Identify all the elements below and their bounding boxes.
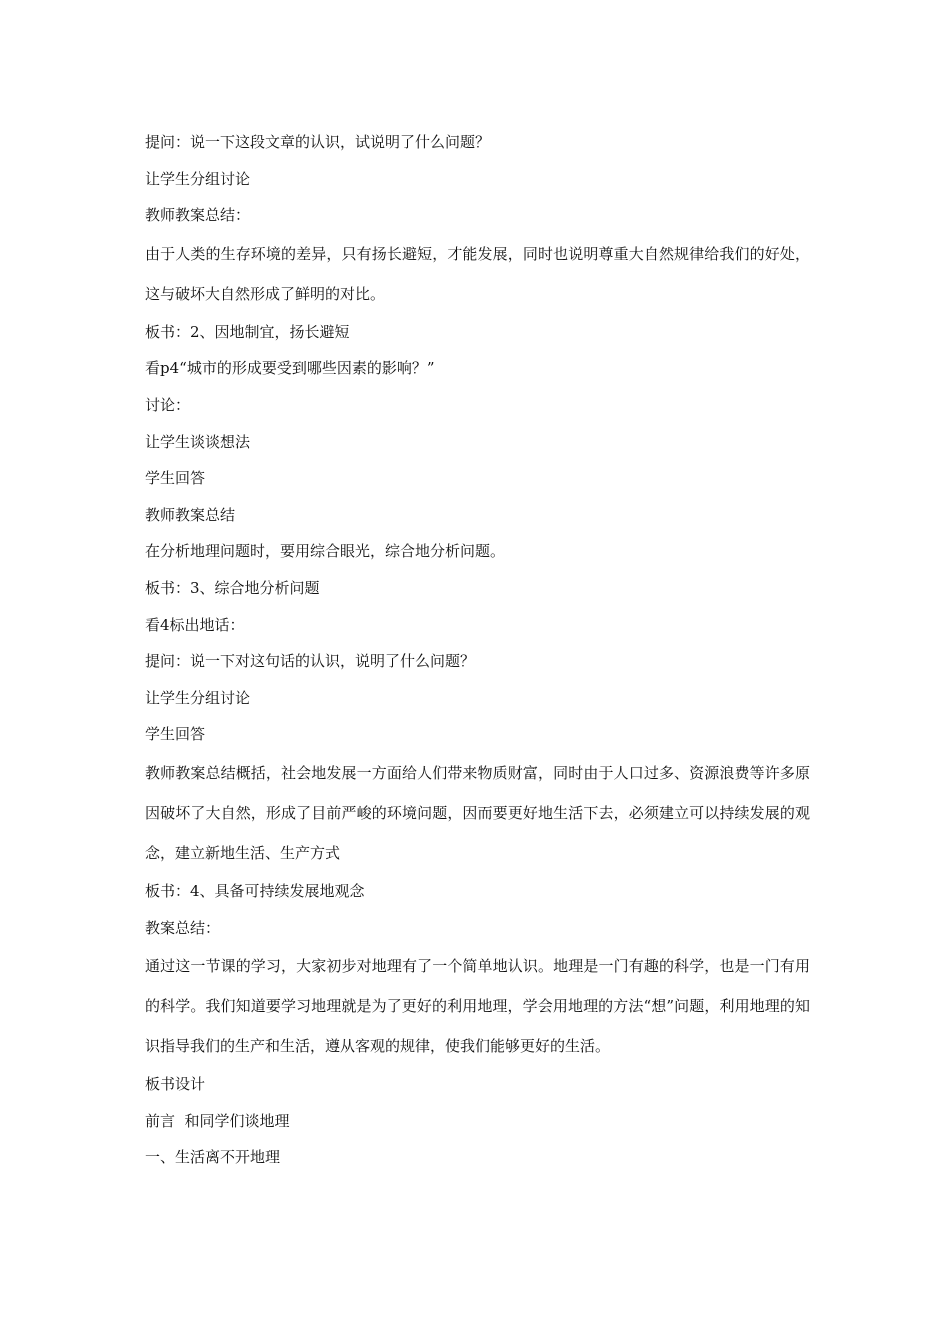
- instruction-line: 让学生谈谈想法: [145, 432, 251, 451]
- lesson-summary-paragraph: 通过这一节课的学习，大家初步对地理有了一个简单地认识。地理是一门有趣的科学，也是一门有用的科学。我们知道要学习地理就是为了更好的利用地理，学会用地理的方法“想”问题，利用地理的知识指导我们的生产和生活，遵从客观的规律，使我们能够更好的生活。: [145, 957, 810, 1056]
- blackboard-design-item: 一、生活离不开地理: [145, 1148, 281, 1167]
- instruction-line: 让学生分组讨论: [145, 169, 251, 188]
- lesson-summary-heading: 教案总结：: [145, 918, 221, 937]
- question-line: 提问：说一下这段文章的认识，试说明了什么问题？: [145, 133, 491, 151]
- summary-heading: 教师教案总结: [145, 505, 236, 524]
- student-answer-line: 学生回答: [145, 725, 206, 744]
- instruction-line: 让学生分组讨论: [145, 688, 251, 707]
- blackboard-line: 板书：2、因地制宜，扬长避短: [145, 322, 350, 341]
- document-body: [145, 124, 810, 1176]
- student-answer-line: 学生回答: [145, 469, 206, 488]
- blackboard-line: 板书：4、具备可持续发展地观念: [145, 881, 365, 900]
- text-line: 在分析地理问题时，要用综合眼光，综合地分析问题。: [145, 542, 506, 561]
- blackboard-design-title: 前言 和同学们谈地理: [145, 1111, 290, 1130]
- discussion-heading: 讨论：: [145, 395, 191, 414]
- summary-paragraph: 由于人类的生存环境的差异，只有扬长避短，才能发展，同时也说明尊重大自然规律给我们的好处，这与破坏大自然形成了鲜明的对比。: [145, 244, 810, 303]
- blackboard-design-heading: 板书设计: [145, 1075, 206, 1094]
- blackboard-line: 板书：3、综合地分析问题: [145, 578, 320, 597]
- reading-line: 看p4“城市的形成要受到哪些因素的影响？”: [145, 359, 435, 378]
- summary-heading: 教师教案总结：: [145, 206, 251, 225]
- question-line: 提问：说一下对这句话的认识，说明了什么问题？: [145, 652, 476, 671]
- reading-line: 看4标出地话：: [145, 615, 245, 634]
- summary-paragraph: 教师教案总结概括，社会地发展一方面给人们带来物质财富，同时由于人口过多、资源浪费等许多原因破坏了大自然，形成了目前严峻的环境问题，因而要更好地生活下去，必须建立可以持续发展的观念，建立新地生活、生产方式: [145, 763, 810, 862]
